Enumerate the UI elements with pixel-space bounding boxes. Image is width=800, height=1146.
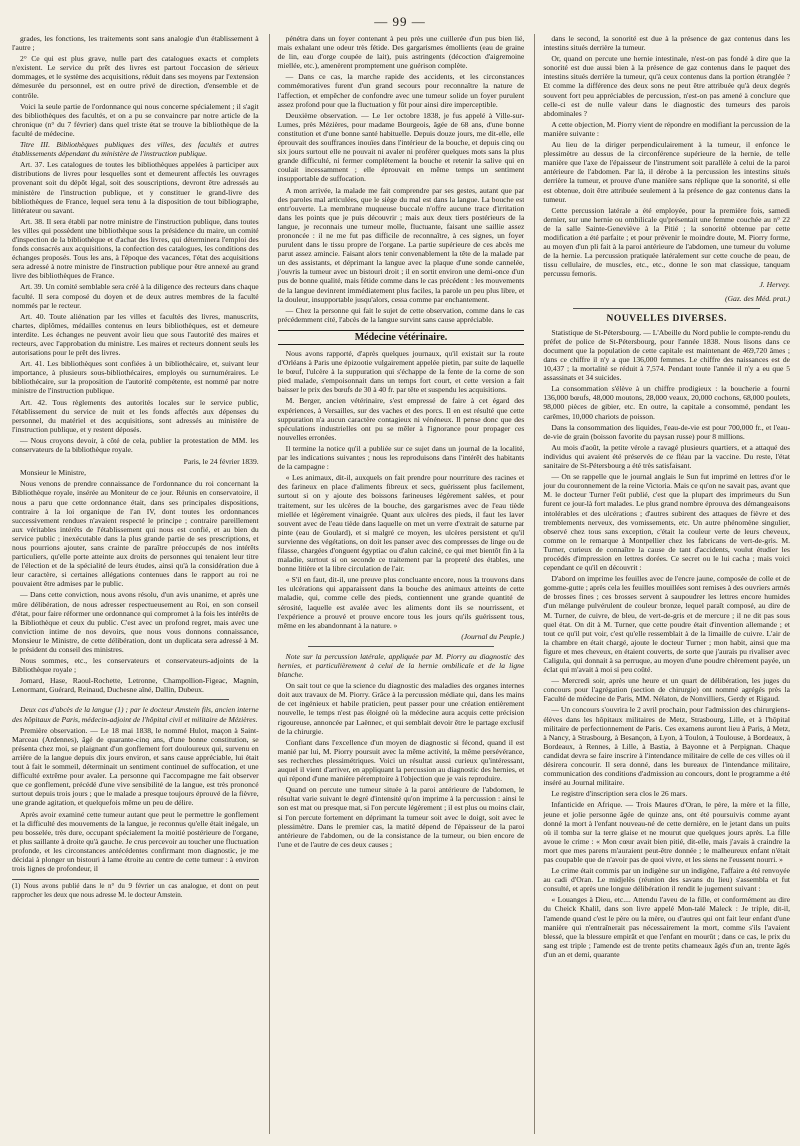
paragraph: Deuxième observation. — Le 1er octobre 1838, je fus appelé à Ville-sur-Lumes, près Mézières, pour madame Bourgeois, âgée de 68 ans, d'une bonne constitution et d'une bonne santé habituelle. Depuis douze jours, me dit-elle, elle éprouvait des souffrances inouïes dans l'intérieur de la bouche, et depuis cinq ou six jours surtout elle ne pouvait ni avaler ni proférer quelques mots sans la plus grande difficulté, ni fermer complètement la bouche et retenir la salive qui en coulait incessamment ; elle éprouvait en même temps un sentiment insupportable de suffocation. (277, 110, 525, 184)
paragraph: A cette objection, M. Piorry vient de répondre en modifiant la percussion de la manière suivante : (543, 119, 791, 138)
paragraph-title-iii: Titre III. Bibliothèques publiques des villes, des facultés et autres établissements dépendant du ministère de l'instruction publique. (12, 140, 259, 159)
note-paragraph: Confiant dans l'excellence d'un moyen de diagnostic si fécond, quand il est manié par lui, M. Piorry poursuit avec la même activité, la même persévérance, ses recherches plessimétriques. Voici un résultat aussi curieux qu'intéressant, auquel il vient d'arriver, en appliquant la percussion au diagnostic des hernies, et qui répond d'une manière péremptoire à l'objection que je vais reproduire. (277, 737, 525, 784)
paragraph: — Nous croyons devoir, à côté de cela, publier la protestation de MM. les conservateurs de la bibliothèque royale. (12, 435, 259, 455)
vet-paragraph: « Les animaux, dit-il, auxquels on fait prendre pour nourriture des racines et des farineux en place d'aliments fibreux et secs, guérissent plus facilement, surtout si on y ajoute des boissons farineuses légèrement salées, et pour traitement, sur les ulcères de la bouche, des gargarismes avec de l'eau tiède miellée et légèrement vinaigrée. Quant aux ulcères des pieds, il faut les laver souvent avec de l'eau tiède dans laquelle on met un verre d'extrait de saturne par pinte (eau de Goulard), et si malgré ce moyen, les ulcères persistent et qu'il survienne des végétations, on doit les panser avec des compresses de linge ou de filasse, chargées d'onguent égyptiac ou d'alun calciné, ce qui met bientôt fin à la maladie, surtout si on seconde ce traitement par la propreté des étables, une bonne litière et la libre circulation de l'air. (277, 473, 525, 574)
news-paragraph: Le registre d'inscription sera clos le 26 mars. (551, 789, 688, 799)
divider (42, 699, 229, 700)
vet-paragraph: « S'il en faut, dit-il, une preuve plus concluante encore, nous la trouvons dans les ulcérations qui apparaissent dans la bouche des animaux atteints de cette maladie, qui, comme celle des pieds, contiennent une grande quantité de sérosité, laquelle est avalée avec les aliments dont ils se nourrissent, et l'expérience a prouvé et prouve encore tous les jours qu'ils guérissent tous, même en les abandonnant à la nature. » (277, 575, 525, 630)
page-number: — 99 — (374, 14, 426, 29)
news-paragraph: « Louanges à Dieu, etc.... Attendu l'aveu de la fille, et conformément au dire du Cheick Khalil, dans son livre appelé Mon-talé Maleck : Je triple, dit-il, l'amende quand c'est le père ou la mère, ou d'autres qui ont fait leur enfant d'une manière qui n'entraînerait pas nécessairement la mort, comme s'ils l'avaient blessé, que la blessure empirât et que l'enfant en mourût ; dans ce cas, le prix du sang est triple ; l'amende est de trente petits chameaux âgés d'un an, trente âgés d'un an et demi, quarante (543, 895, 791, 959)
divider (573, 308, 760, 309)
column-middle (269, 34, 525, 1134)
note-paragraph: Quand on percute une tumeur située à la paroi antérieure de l'abdomen, le résultat varie suivant le degré d'intensité qu'on imprime à la percussion : ainsi le son est mat ou presque mat, si l'on percute légèrement ; il est plus ou moins clair, si l'on percute fortement en déprimant la tumeur soit avec le doigt, soit avec le plessimètre. Dans le premier cas, la matité dépend de l'épaisseur de la paroi antérieure de l'abdomen, ou de la consistance de la tumeur, ou bien encore de l'une et de l'autre de ces deux causes ; (277, 785, 525, 849)
letter-dateline: Paris, le 24 février 1839. (183, 457, 259, 467)
paragraph: — Chez la personne qui fait le sujet de cette observation, comme dans le cas précédemment cité, l'abcès de la langue survint sans cause appréciable. (277, 305, 525, 324)
letter-signatories: Jomard, Hase, Raoul-Rochette, Letronne, Champollion-Figeac, Magnin, Lenormant, Guérard, Reinaud, Duchesne aîné, Dallin, Dubeux. (12, 676, 259, 695)
paragraph: dans le second, la sonorité est due à la présence de gaz contenus dans les intestins situés derrière la tumeur. (543, 34, 791, 53)
news-paragraph: La consommation s'élève à un chiffre prodigieux : la boucherie a fourni 136,000 bœufs, 48,000 moutons, 28,000 veaux, 20,000 cochons, 68,000 poulets, 98,000 pièces de gibier, etc. En outre, la capitale a consommé, pendant les carêmes, 10,000 chariots de poisson. (543, 384, 791, 421)
news-paragraph: D'abord on imprime les feuilles avec de l'encre jaune, composée de colle et de gomme-gutte ; après cela les feuilles mouillées sont remises à des ouvriers armés de brosses fines ; ces brosses servent à saupoudrer les lettres encore humides d'un mélange pulvérulent de couleur bronze, lequel paraît composé, au dire de M. Turner, de cuivre, de bleu, de vert-de-gris et de mercure ; il ne dit pas sous quel état. On dit à M. Turner, que cette poudre était d'invention allemande ; et tout ce qu'il put voir, c'est qu'elle ressemblait à de la limaille de cuivre. L'air de la chambre en était chargé, ajoute le docteur Turner ; mon habit, ainsi que ma figure et mes cheveux, en étaient couverts, de sorte que j'aurais pu rivaliser avec Caligula, qui donnait à sa perruque, au moyen d'une poudre chèrement payée, un éclat qui m'avait à moi si peu coûté. (543, 574, 791, 675)
paragraph-article-41: Art. 41. Les bibliothèques sont confiées à un bibliothécaire, et, suivant leur importance, à plusieurs sous-bibliothécaires, employés ou surnuméraires. Le bibliothécaire, sur la proposition de l'autorité compétente, est nommé par notre ministre de l'instruction publique. (12, 359, 259, 396)
news-paragraph: — Un concours s'ouvrira le 2 avril prochain, pour l'admission des chirurgiens-élèves dans les hôpitaux militaires de Metz, Strasbourg, Lille, et à l'hôpital militaire de perfectionnement de Paris. Ces examens auront lieu à Paris, à Metz, à Nancy, à Strasbourg, à Besançon, à Lyon, à Toulon, à Toulouse, à Bordeaux, à Bordeaux, à Rennes, à Lille, à Bastia, à Bayonne et à Perpignan. Chaque candidat devra se faire inscrire à l'intendance militaire de celle de ces villes où il désirera concourir. Il sera donné, dans les bureaux de l'intendance militaire, communication des conditions d'admission au concours, dont le programme a été inséré au Journal militaire. (543, 705, 791, 788)
paragraph: Voici la seule partie de l'ordonnance qui nous concerne spécialement ; il s'agit des bibliothèques des facultés, et on a pu se convaincre par notre article de la chronique (n° du 7 février) dans quel triste état se trouve la bibliothèque de la faculté de médecine. (12, 101, 259, 138)
columns (12, 34, 790, 1134)
note-title: Note sur la percussion latérale, appliquée par M. Piorry au diagnostic des hernies, et particulièrement à celui de la hernie ombilicale et de la ligne blanche. (277, 651, 525, 680)
paragraph-article-38: Art. 38. Il sera établi par notre ministre de l'instruction publique, dans toutes les villes qui possèdent une bibliothèque sous la présidence du maire, un comité d'inspection de la bibliothèque et d'achat des livres, qui déterminera l'emploi des fonds consacrés aux acquisitions, la confection des catalogues, les conditions des échanges proposés. Tous les ans, à l'époque des vacances, l'état des acquisitions sera adressé à notre ministre de l'instruction publique pour être annexé au grand livre des bibliothèques de France. (12, 216, 259, 281)
news-paragraph: Au mois d'août, la petite vérole a ravagé plusieurs quartiers, et a attaqué des individus qui avaient été préservés de ce fléau par la vaccine. Du reste, l'état sanitaire de St-Pétersbourg a été très satisfaisant. (543, 442, 791, 471)
letter-closing: Nous sommes, etc., les conservateurs et conservateurs-adjoints de la Bibliothèque royale ; (12, 656, 259, 675)
paragraph: grades, les fonctions, les traitements sont sans analogie d'un établissement à l'autre ; (12, 34, 259, 53)
paragraph: pénétra dans un foyer contenant à peu près une cuillerée d'un pus bien lié, mais exhalant une odeur très fétide. Des gargarismes émollients (eau de graine de lin, eau d'orge coupée de lait), puis astringents (décoction d'aigremoine miellée, etc.), amenèrent promptement une guérison complète. (277, 34, 525, 71)
paragraph: — Dans ce cas, la marche rapide des accidents, et les circonstances commémoratives furent d'un grand secours pour reconnaître la nature de l'affection, et empêcher de confondre avec une tumeur solide un foyer purulent assez profond pour que la fluctuation y fût pour ainsi dire imperceptible. (277, 72, 525, 109)
column-left (12, 34, 259, 1134)
paragraph: A mon arrivée, la malade me fait comprendre par ses gestes, autant que par des paroles mal articulées, que le siège du mal est dans la langue. La bouche est entr'ouverte. La membrane muqueuse buccale n'offre aucune trace d'irritation dans les points que je puis découvrir ; mais aux deux tiers postérieurs de la langue, je reconnais une tumeur molle, fluctuante, faisant une saillie assez prononcée : il ne me fut pas difficile de reconnaître, à ces signes, un foyer purulent dans le tissu propre de l'organe. La partie supérieure de ces abcès me parut assez amincie. Faisant alors tenir convenablement la tête de la malade par un des assistants, et déprimant la langue avec la plaque d'une sonde cannelée, j'ouvris la tumeur avec un bistouri droit ; il en sortit environ une demi-once d'un pus de bonne qualité, mais fétide comme dans le cas précédent : les mouvements de la langue devinrent immédiatement plus faciles, la parole un peu plus libre, et la douleur, insupportable jusqu'alors, cessa comme par enchantement. (277, 185, 525, 304)
news-paragraph: Le crime était commis par un indigène sur un indigène, l'affaire a été renvoyée au cadi d'Oran. Le midjelès (réunion des savans du lieu) s'assembla et fut consulté, et après une longue délibération il rendit le jugement suivant : (543, 866, 791, 894)
letter-salutation: Monsieur le Ministre, (20, 468, 87, 478)
paragraph-article-40: Art. 40. Toute aliénation par les villes et facultés des livres, manuscrits, chartes, diplômes, médailles contenus en leurs bibliothèques, est et demeure interdite. Les échanges ne peuvent avoir lieu que sous l'autorité des maires et recteurs, avec l'approbation du ministre. Les maires et recteurs donnent seuls les autorisations pour le prêt des livres. (12, 311, 259, 358)
footnote: (1) Nous avons publié dans le n° du 9 février un cas analogue, et dont on peut rapprocher les deux que nous adresse M. le docteur Amstein. (12, 879, 259, 899)
news-paragraph: — On se rappelle que le journal anglais le Sun fut imprimé en lettres d'or le jour du couronnement de la reine Victoria. Mais ce qu'on ne savait pas, avant que M. le docteur Turner l'eût publié, c'est que la plupart des imprimeurs du Sun furent ce jour-là fort malades. Le plus grand nombre éprouva des démangeaisons intolérables et des ulcérations ; d'autres subirent des attaques de fièvre et des tremblements nerveux, des vomissements, etc. Un autre phénomène singulier, observé chez tous sans exception, c'était la couleur verte de leurs cheveux, comme on le remarque à Montpellier chez les fabricans de vert-de-gris. M. Turner, curieux de connaître la cause de tant d'accidents, voulut étudier les procédés d'impression en lettres dorées. Ce secret ou le lui cacha ; mais voici cependant ce qu'il en découvrit : (543, 472, 791, 573)
paragraph-article-39: Art. 39. Un comité semblable sera créé à la diligence des recteurs dans chaque faculté. Il sera composé du doyen et de deux autres membres de la faculté nommés par le recteur. (12, 282, 259, 310)
news-paragraph: Statistique de St-Pétersbourg. — L'Abeille du Nord publie le compte-rendu du préfet de police de St-Pétersbourg, pour l'année 1838. Nous lisons dans ce document que la population de cette capitale est maintenant de 469,720 âmes ; dans ce chiffre il n'y a que 136,000 femmes. Le chiffre des naissances est de 10,437 ; la mortalité se réduit à 7,574. Pendant toute l'année il n'y a eu que 5 assassinats et 34 suicides. (543, 327, 791, 383)
signature-source: (Gaz. des Méd. prat.) (725, 293, 791, 303)
article-paragraph: Première observation. — Le 18 mai 1838, le nommé Hulot, maçon à Saint-Marceau (Ardennes), âgé de quarante-cinq ans, d'une bonne constitution, se présenta chez moi, se plaignant d'un gonflement fort douloureux qui, survenu en arrière de la langue depuis dix jours environ, et sans cause appréciable, lui était tout à fait le sommeil, déterminait un sentiment continuel de suffocation, et une difficulté extrême pour avaler. La personne qui l'accompagne me fait observer que ce gonflement, précédé d'une vive sensibilité de la langue, est très prononcé surtout depuis trois jours ; que le malade a presque toujours éprouvé de la fièvre, une grande agitation, et quelquefois même un peu de délire. (12, 725, 259, 808)
note-paragraph: On sait tout ce que la science du diagnostic des maladies des organes internes doit aux travaux de M. Piorry. Grâce à la percussion médiate qui, dans les mains de cet ingénieux et habile praticien, peut passer pour une création entièrement nouvelle, le temps n'est pas éloigné où la médecine aura acquis cette précision rigoureuse, annoncée par Laënnec, et qui semblait devoir être le partage exclusif de la chirurgie. (277, 681, 525, 736)
section-heading-veterinary: Médecine vétérinaire. (278, 330, 525, 345)
paragraph: Au lieu de la diriger perpendiculairement à la tumeur, il enfonce le plessimètre au dessus de la circonférence supérieure de la hernie, de telle manière que l'axe de l'épaisseur de l'instrument soit parallèle à celui de la paroi antérieure de l'abdomen. Par là, il dérobe à la percussion les intestins situés derrière la tumeur, et prouve d'une manière sans réplique que la sonorité, si elle est obtenue, doit être attribuée seulement à la présence de gaz contenus dans la tumeur. (543, 140, 791, 204)
vet-paragraph: Nous avons rapporté, d'après quelques journaux, qu'il existait sur la route d'Orléans à Paris une épizootie vulgairement appelée pietin, par suite de laquelle le bœuf, l'ulcère à la suppuration qui s'échappe de la fente de la corne de son pied malade, s'empoisonnait dans un temps fort court, et cette version a fait baisser le prix des bœufs de 30 à 40 fr. par tête et suspendu les acquisitions. (277, 349, 525, 395)
news-paragraph: Infanticide en Afrique. — Trois Maures d'Oran, le père, la mère et la fille, jeune et jolie personne âgée de quinze ans, ont été poursuivis comme ayant donné la mort à l'enfant nouveau-né de cette dernière, en le jetant dans un puits où il tomba sur la terre glaise et ne mourut que quelques jours après. La fille avoue le crime : « Mon cœur avait bien pitié, dit-elle, mais j'avais à craindre la mort que mes parens m'auraient peut-être donnée ; le malheureux enfant n'était pas coupable que de n'avoir pas de quoi vivre, et les siens ne l'eussent nourri. » (543, 800, 791, 864)
paragraph: Or, quand on percute une hernie intestinale, n'est-on pas fondé à dire que la sonorité est due aussi bien à la présence de gaz contenus dans le paquet des intestins situés derrière la tumeur, qu'à ceux contenus dans la portion étranglée ? Et comme la différence des deux sons ne peut être attribuée qu'à deux degrés souvent fort peu appréciables de percussion, n'est-on pas amené à conclure que celle-ci est de nulle valeur dans le diagnostic des tumeurs des parois abdominales ? (543, 54, 791, 118)
vet-paragraph: Il termine la notice qu'il a publiée sur ce sujet dans un journal de la localité, par les indications suivantes ; nous les reproduisons dans l'intérêt des habitants de la campagne : (277, 443, 525, 472)
column-right (534, 34, 790, 1134)
vet-source: (Journal du Peuple.) (461, 631, 525, 641)
divider (308, 646, 495, 647)
vet-paragraph: M. Berger, ancien vétérinaire, s'est empressé de faire à cet égard des expériences, à Versailles, sur des vaches et des porcs. Il en est résulté que cette suppuration n'a aucun caractère contagieux ni vénéneux. Il pense donc que des spéculations industrielles ont pu se mêler à l'ignorance pour propager ces nouvelles erronées. (277, 396, 525, 442)
letter-paragraph: Nous venons de prendre connaissance de l'ordonnance du roi concernant la Bibliothèque royale, insérée au Moniteur de ce jour. Réunis en conservatoire, il nous a paru que cette ordonnance était, dans ses principales dispositions, contraire à la loi organique de l'an IV, dont toutes les ordonnances successivement rendues n'avaient respecté le principe ; contraire pareillement aux véritables intérêts de l'établissement qui nous est confié, et au bien du service public ; inexécutable dans la plus grande partie de ses prescriptions, et nous pourrions ajouter, sans crainte de paraître préoccupés de nos intérêts particuliers, qu'elle porte atteinte aux droits de personnes qui tenaient leur titre de l'élection et de la spécialité de leurs études, ainsi qu'à la considération due à leur caractère, si certaines allégations contenues dans le rapport au roi ne pouvaient être admises par le public. (12, 479, 259, 589)
signature: J. Hervey. (759, 280, 791, 290)
paragraph-article-42: Art. 42. Tous règlements des autorités locales sur le service public, l'établissement du service de nuit et les fonds affectés aux dépenses du personnel, du matériel et des acquisitions, sont adressés au ministère de l'instruction publique, et y restent déposés. (12, 397, 259, 434)
paragraph: 2° Ce qui est plus grave, nulle part des catalogues exacts et complets n'existent. Le service du prêt des livres est partout l'occasion de sérieux dommages, et le système des acquisitions, réduit dans ses moyens par l'extension démesurée du personnel, est en outre privé de direction, d'ensemble et de contrôle. (12, 54, 259, 100)
letter-paragraph: — Dans cette conviction, nous avons résolu, d'un avis unanime, et après une mûre délibération, de nous adresser respectueusement au Roi, en son conseil d'état, pour faire réformer une ordonnance qui compromet à la fois les intérêts de la Bibliothèque et ceux du public. C'est avec un profond regret, mais avec une conviction intime de nos devoirs, que nous vous donnons connaissance, Monsieur le Ministre, de cette délibération, dont un duplicata sera adressé à M. le président du conseil des ministres. (12, 590, 259, 654)
news-paragraph: Dans la consommation des liquides, l'eau-de-vie est pour 700,000 fr., et l'eau-de-vie de grain (boisson favorite du paysan russe) pour 8 millions. (543, 422, 791, 441)
article-title: Deux cas d'abcès de la langue (1) ; par le docteur Amstein fils, ancien interne des hôpitaux de Paris, médecin-adjoint de l'hôpital civil et militaire de Mézières. (12, 705, 259, 724)
article-paragraph: Après avoir examiné cette tumeur autant que peut le permettre le gonflement et la difficulté des mouvements de la langue, je reconnus qu'elle était inégale, un peu bosselée, très dure, occupant spécialement la moitié postérieure de l'organe, et plus saillante à droite qu'à gauche. Je crus percevoir au toucher une fluctuation profonde, et les circonstances antécédentes confirmant mon diagnostic, je me décidai à plonger un bistouri à lame étroite au centre de cette tumeur : à environ trois lignes de profondeur, il (12, 809, 259, 874)
section-heading-news: NOUVELLES DIVERSES. (606, 313, 727, 324)
news-paragraph: — Mercredi soir, après une heure et un quart de délibération, les juges du concours pour l'agrégation (section de chirurgie) ont nommé agrégés près la Faculté de médecine de Paris, MM. Nélaton, de Nonvilliers, Gerdy et Rigaud. (543, 676, 791, 704)
paragraph: Cette percussion latérale a été employée, pour la première fois, samedi dernier, sur une hernie ou ombilicale qu'présentait une femme couchée au n° 22 de la salle Sainte-Geneviève à la Pitié ; la sonorité obtenue par cette modification a été parfaite ; et pour prévenir le moindre doute, M. Piorry forme, au moyen d'un pli fait à la paroi antérieure de l'abdomen, une tumeur du volume de la hernie. La percussion pratiquée latéralement sur cette couche de peau, de tissu cellulaire, de muscles, etc., etc., donne le son mat classique, tanquam percussu femoris. (543, 205, 791, 279)
paragraph-article-37: Art. 37. Les catalogues de toutes les bibliothèques appelées à participer aux distributions de livres pour lesquelles sont et demeurent affectés les ouvrages provenant soit du dépôt légal, soit des souscriptions, devront être adressés au ministère de l'instruction publique, et y constituer le grand-livre des bibliothèques de France, lequel sera tenu à la disposition de tout bibliographe, littérateur ou savant. (12, 160, 259, 215)
